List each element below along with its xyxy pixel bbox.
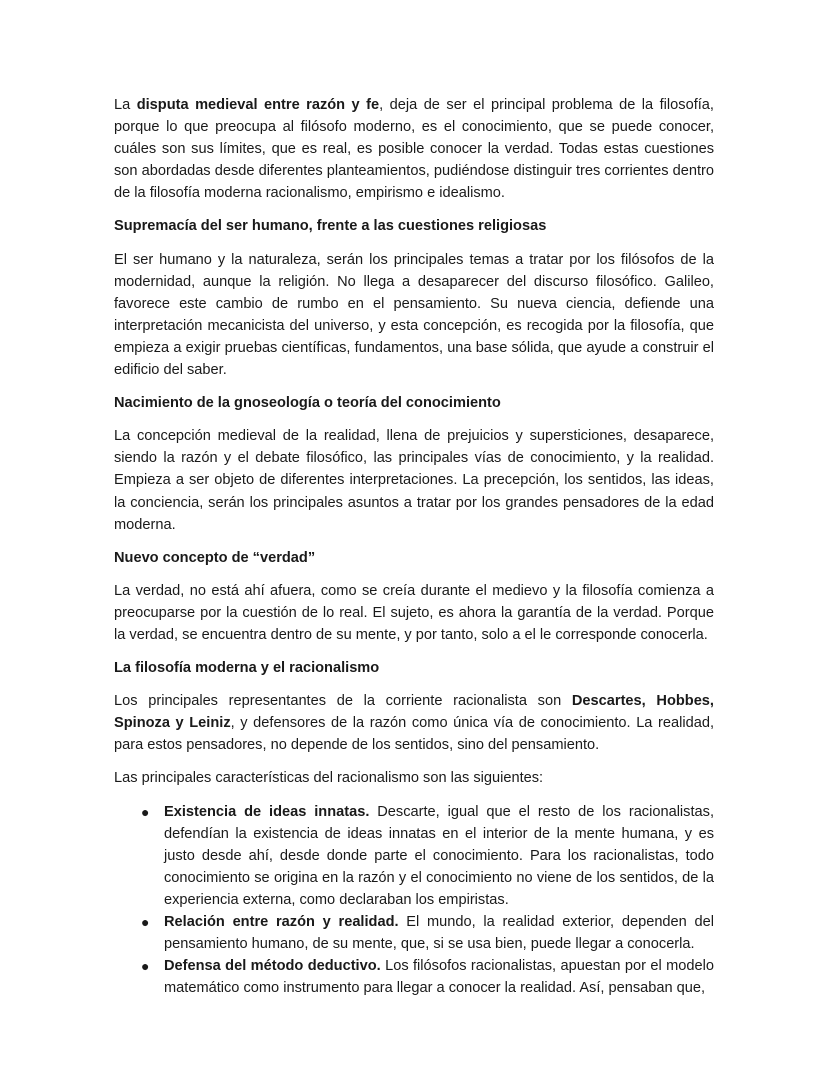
racionalismo-text-end: , y defensores de la razón como única vía de conocimiento. La realidad, para estos pensadores, no depende de los sentidos, sino del pensamiento. (114, 715, 715, 754)
list-item (141, 801, 714, 911)
intro-bold: disputa medieval entre razón y fe (136, 97, 380, 113)
list-item-text: Los filósofos racionalistas, apuestan por el modelo matemático como instrumento para llegar a conocer la realidad. Así, pensaban que, (164, 958, 715, 997)
section-heading-supremacia: Supremacía del ser humano, frente a las cuestiones religiosas (114, 218, 547, 235)
list-item-title: Existencia de ideas innatas. (164, 803, 370, 820)
section-heading-racionalismo: La filosofía moderna y el racionalismo (114, 660, 380, 677)
intro-text-end: , deja de ser el principal problema de la filosofía, porque lo que preocupa al filósofo moderno, es el conocimiento, que se puede conocer, cuáles son sus límites, que es real, es posible conocer la verdad. Todas estas cuestiones son abordadas desde diferentes planteamientos, pudiéndose distinguir tres corrientes dentro de la filosofía moderna racionalismo, empirismo e idealismo. (114, 97, 714, 202)
bullet-icon: ● (141, 914, 150, 930)
list-item-text: El mundo, la realidad exterior, dependen del pensamiento humano, de su mente, que, si se usa bien, puede llegar a conocerla. (164, 914, 714, 953)
racionalismo-bold-names: Descartes, Hobbes, Spinoza y Leiniz (114, 693, 714, 732)
list-intro: Las principales características del racionalismo son las siguientes: (114, 770, 544, 787)
intro-paragraph (114, 94, 714, 204)
bullet-icon: ● (141, 803, 150, 820)
section-text-verdad: La verdad, no está ahí afuera, como se creía durante el medievo y la filosofía comienza a preocuparse por la cuestión de lo real. El sujeto, es ahora la garantía de la verdad. Porque la verdad, se encuentra dentro de su mente, y por tanto, solo a el le corresponde conocerla. (114, 582, 714, 643)
characteristics-list (114, 801, 714, 1000)
racionalismo-text-start: Los principales representantes de la corriente racionalista son (114, 693, 572, 710)
list-item-title: Defensa del método deductivo. (164, 958, 381, 975)
section-text-gnoseologia: La concepción medieval de la realidad, llena de prejuicios y supersticiones, desaparece, siendo la razón y el debate filosófico, las principales vías de conocimiento, y la realidad. Empieza a ser objeto de diferentes interpretaciones. La precepción, los sentidos, las ideas, la conciencia, serán los principales asuntos a tratar por los grandes pensadores de la edad moderna. (114, 428, 714, 533)
intro-text-start: La (114, 97, 137, 113)
bullet-icon: ● (141, 958, 150, 975)
section-heading-gnoseologia: Nacimiento de la gnoseología o teoría del conocimiento (114, 395, 501, 412)
section-text-racionalismo (114, 690, 714, 756)
section-heading-verdad: Nuevo concepto de “verdad” (114, 549, 316, 566)
document-body (114, 94, 714, 999)
list-item (141, 911, 714, 955)
list-item-text: Descarte, igual que el resto de los racionalistas, defendían la existencia de ideas innatas en el interior de la mente humana, y es justo desde ahí, desde donde parte el conocimiento. Para los racionalistas, todo conocimiento se origina en la razón y el conocimiento no viene de los sentidos, de la experiencia externa, como declaraban los empiristas. (164, 803, 714, 908)
list-item-title: Relación entre razón y realidad. (164, 914, 399, 930)
section-text-supremacia: El ser humano y la naturaleza, serán los principales temas a tratar por los filósofos de la modernidad, aunque la religión. No llega a desaparecer del discurso filosófico. Galileo, favorece este cambio de rumbo en el pensamiento. Su nueva ciencia, defiende una interpretación mecanicista del universo, y esta concepción, es recogida por la filosofía, que empieza a exigir pruebas científicas, fundamentos, una base sólida, que ayude a construir el edificio del saber. (114, 251, 714, 379)
list-item (141, 955, 715, 999)
